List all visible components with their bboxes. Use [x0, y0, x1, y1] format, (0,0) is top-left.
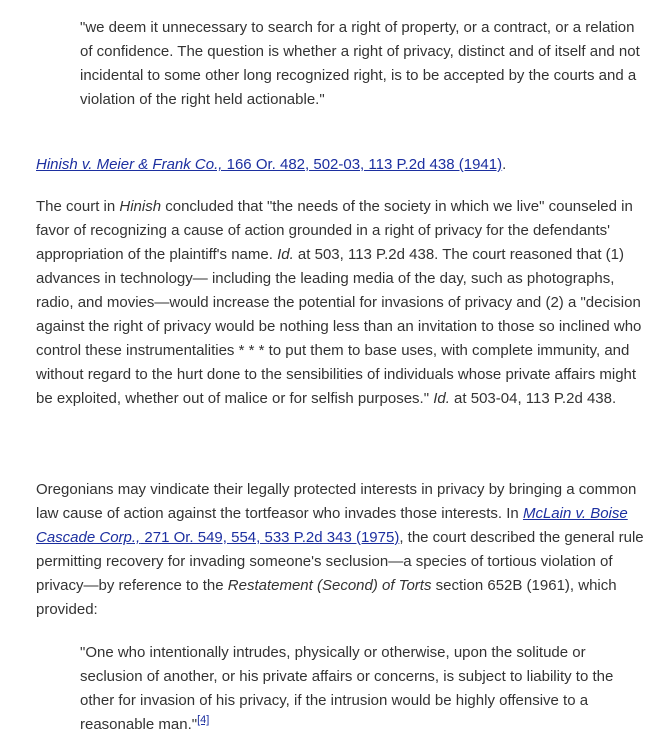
para1-id-2: Id. — [433, 390, 450, 407]
hinish-reporter: 166 Or. 482, 502-03, 113 P.2d 438 (1941) — [222, 156, 503, 173]
mclain-case-cite: 271 Or. 549, 554, 533 P.2d 343 (1975) — [140, 529, 400, 546]
para1-text-3: at 503, 113 P.2d 438. The court reasoned that (1) advances in technology— including the leading media of the day, such as photographs, radio, and movies—would increase the potential for invasions of privacy and (2) a "decision against the right of privacy would be nothing less than an invitation to those so inclined who control these instrumentalities * * * to put them to base uses, with complete immunity, and without regard to the hurt done to the sensibilities of individuals whose private affairs might be exploited, whether out of malice or for selfish purposes." — [36, 246, 642, 407]
hinish-case-link[interactable] — [36, 156, 502, 173]
hinish-citation-period: . — [502, 156, 507, 173]
hinish-citation — [36, 153, 646, 177]
paragraph-oregon-privacy — [36, 478, 646, 622]
block-quote-hinish-text: "we deem it unnecessary to search for a right of property, or a contract, or a relation of confidence. The question is whether a right of privacy, distinct and of itself and not incidental to some other long recognized right, is to be accepted by the courts and a violation of the right held actionable." — [80, 19, 640, 108]
para2-text-2: , the court described the general rule permitting recovery for invading someone's seclusion—a species of tortious violation of privacy—by reference to the — [36, 529, 644, 594]
para1-text-4: at 503-04, 113 P.2d 438. — [449, 390, 617, 407]
para1-id-1: Id. — [277, 246, 294, 263]
para2-text-1: Oregonians may vindicate their legally protected interests in privacy by bringing a common law cause of action against the tortfeasor who invades those interests. In — [36, 481, 637, 522]
paragraph-hinish-analysis — [36, 195, 646, 411]
para2-text-3: section 652B (1961), which provided: — [36, 577, 617, 618]
footnote-marker — [197, 714, 209, 726]
para1-text-1: The court in — [36, 198, 120, 215]
para1-text-2: concluded that "the needs of the society in which we live" counseled in favor of recognizing a cause of action grounded in a right of privacy for the defendants' appropriation of the plaintiff's name. — [36, 198, 633, 263]
footnote-4-link[interactable]: [4] — [197, 714, 210, 726]
mclain-case-name: McLain v. Boise Cascade Corp., — [36, 505, 628, 546]
block-quote-hinish — [80, 16, 640, 112]
block-quote-restatement — [80, 641, 640, 737]
block-quote-restatement-text: "One who intentionally intrudes, physically or otherwise, upon the solitude or seclusion of another, or his private affairs or concerns, is subject to liability to the other for invasion of his privacy, if the intrusion would be highly offensive to a reasonable man." — [80, 644, 614, 733]
para1-case-short: Hinish — [119, 198, 162, 215]
hinish-case-name: Hinish v. Meier & Frank Co., — [36, 156, 223, 173]
restatement-title: Restatement (Second) of Torts — [227, 577, 432, 594]
